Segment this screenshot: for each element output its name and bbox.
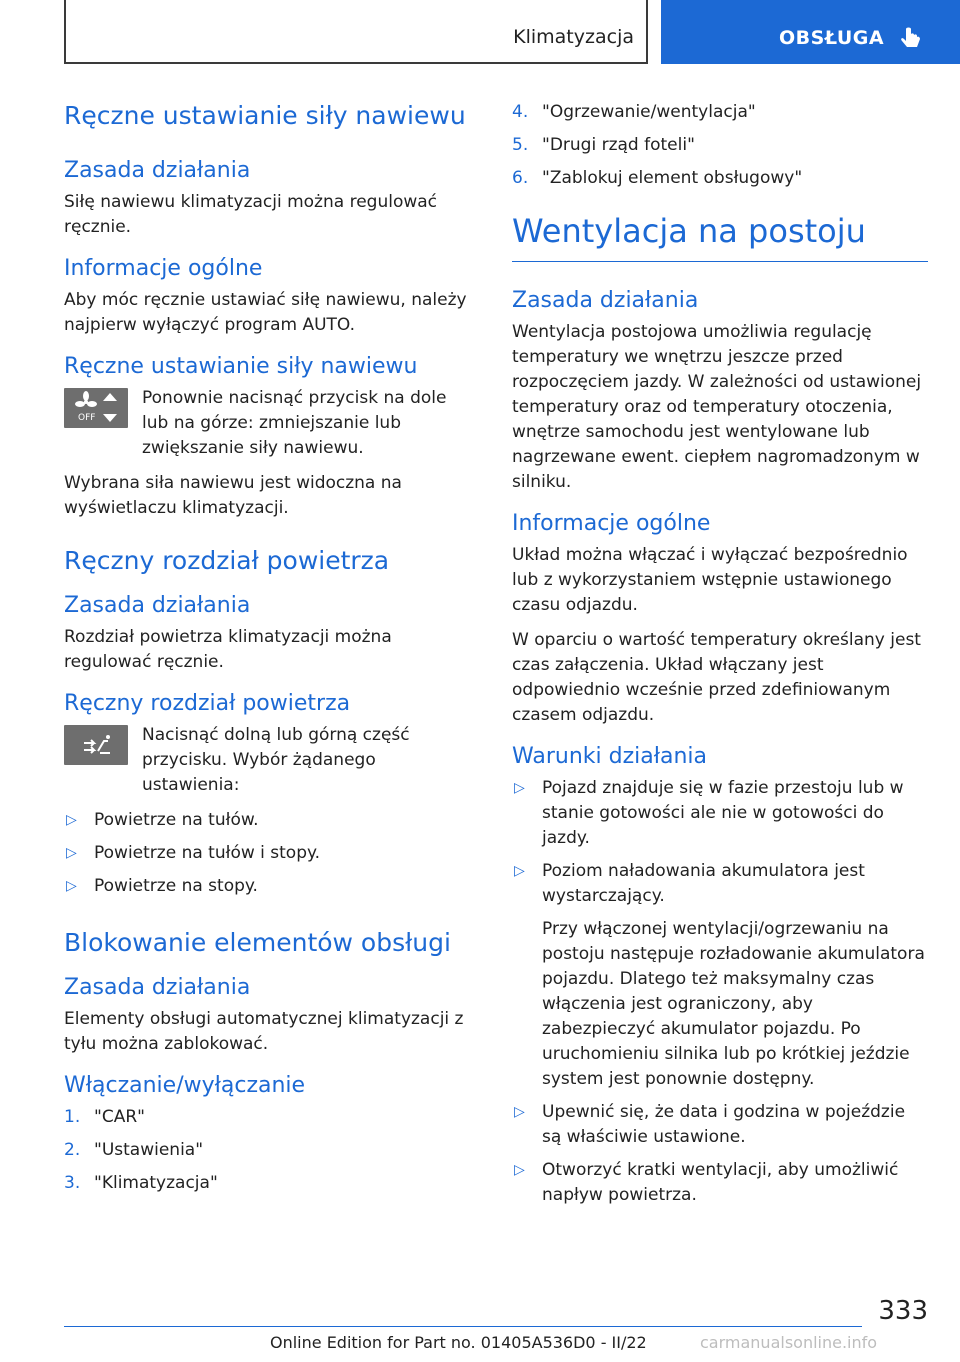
- subheading-manual-air-distribution: Ręczny rozdział powietrza: [64, 691, 351, 716]
- subheading-principle: Zasada działania: [64, 975, 251, 1000]
- list-item: ▷ Otworzyć kratki wentylacji, aby umożliwić napływ powietrza.: [514, 1160, 899, 1205]
- bullet-triangle-icon: ▷: [514, 1162, 525, 1178]
- header-section-box: [64, 0, 648, 64]
- off-label: OFF: [78, 413, 96, 423]
- air-distribution-button-image: [64, 725, 128, 765]
- list-item-note: Przy włączonej wentylacji/ogrzewaniu na postoju następuje rozładowanie akumulatora pojazdu. Dlatego też maksymalny czas włączenia jest ograniczony, aby zabezpieczyć akumulator pojazdu. Po uruchomieniu silnika lub po krótkiej jeździe system jest ponownie dostępny.: [542, 919, 925, 1089]
- subheading-general-info: Informacje ogólne: [512, 511, 711, 536]
- fan-button-image: [64, 388, 128, 428]
- bullet-triangle-icon: ▷: [514, 1104, 525, 1120]
- list-item: 5. "Drugi rząd foteli": [512, 135, 695, 155]
- subheading-principle: Zasada działania: [64, 593, 251, 618]
- air-distribution-options: [64, 808, 474, 899]
- subheading-general-info: Informacje ogólne: [64, 256, 263, 281]
- list-item: ▷ Poziom naładowania akumulatora jest wystarczający. Przy włączonej wentylacji/ogrzewaniu na postoju następuje rozładowanie akumulatora pojazdu. Dlatego też maksymalny czas włączenia jest ograniczony, aby zabezpieczyć akumulator pojazdu. Po uruchomieniu silnika lub po krótkiej jeździe system jest ponownie dostępny.: [512, 859, 928, 1092]
- bullet-triangle-icon: ▷: [514, 863, 525, 879]
- header-chapter-title: OBSŁUGA: [779, 27, 885, 49]
- icon-description: Ponownie nacisnąć przycisk na dole lub na górze: zmniejszanie lub zwiększanie siły nawiewu.: [142, 388, 447, 458]
- fan-button-block: [64, 386, 474, 461]
- bullet-triangle-icon: ▷: [66, 845, 77, 861]
- bullet-triangle-icon: ▷: [514, 780, 525, 796]
- pointing-hand-icon: [899, 26, 923, 52]
- paragraph: Układ można włączać i wyłączać bezpośrednio lub z wykorzystaniem wstępnie ustawionego czasu odjazdu.: [512, 545, 908, 615]
- paragraph: Siłę nawiewu klimatyzacji można regulować ręcznie.: [64, 192, 438, 237]
- paragraph: Rozdział powietrza klimatyzacji można regulować ręcznie.: [64, 627, 392, 672]
- icon-description: Nacisnąć dolną lub górną część przycisku. Wybór żądanego ustawienia:: [142, 725, 410, 795]
- subheading-principle: Zasada działania: [512, 288, 699, 313]
- list-item: 2. "Ustawienia": [64, 1140, 204, 1160]
- steps-list: [64, 1105, 474, 1196]
- header-section-title: Klimatyzacja: [513, 26, 634, 48]
- paragraph: Aby móc ręcznie ustawiać siłę nawiewu, należy najpierw wyłączyć program AUTO.: [64, 290, 467, 335]
- left-column: [64, 100, 474, 1204]
- list-item: ▷ Powietrze na tułów.: [64, 808, 474, 833]
- list-item: ▷ Upewnić się, że data i godzina w pojeździe są właściwie ustawione.: [514, 1102, 906, 1147]
- bullet-triangle-icon: ▷: [66, 812, 77, 828]
- conditions-list: [512, 776, 928, 1208]
- heading-parking-ventilation: Wentylacja na postoju: [512, 209, 928, 262]
- paragraph: Wentylacja postojowa umożliwia regulację temperatury we wnętrzu jeszcze przed rozpoczęciem jazdy. W zależności od ustawionej temperatury oraz od temperatury otoczenia, wnętrze samochodu jest wentylowane lub nagrzewane ewent. ciepłem nagromadzonym w silniku.: [512, 322, 922, 492]
- paragraph: W oparciu o wartość temperatury określany jest czas załączenia. Układ włączany jest odpowiednio wcześnie przed zdefiniowanym czasem odjazdu.: [512, 630, 921, 725]
- heading-air-distribution: Ręczny rozdział powietrza: [64, 546, 390, 575]
- steps-list-continued: [512, 100, 928, 191]
- bullet-triangle-icon: ▷: [66, 878, 77, 894]
- heading-control-lock: Blokowanie elementów obsługi: [64, 928, 451, 957]
- heading-manual-fan: Ręczne ustawianie siły nawiewu: [64, 101, 466, 130]
- paragraph: Elementy obsługi automatycznej klimatyzacji z tyłu można zablokować.: [64, 1009, 464, 1054]
- edition-info: Online Edition for Part no. 01405A536D0 - II/22: [270, 1333, 647, 1352]
- watermark: carmanualsonline.info: [700, 1333, 878, 1352]
- subheading-conditions: Warunki działania: [512, 744, 707, 769]
- list-item: ▷ Powietrze na stopy.: [64, 874, 474, 899]
- list-item: 1. "CAR": [64, 1107, 145, 1127]
- header-chapter-tab: [661, 0, 960, 64]
- list-item: 6. "Zablokuj element obsługowy": [512, 168, 803, 188]
- subheading-on-off: Włączanie/wyłączanie: [64, 1073, 306, 1098]
- list-item: 4. "Ogrzewanie/wentylacja": [512, 102, 756, 122]
- page-number: 333: [878, 1296, 928, 1326]
- air-distribution-button-block: [64, 723, 474, 798]
- subheading-manual-fan-setting: Ręczne ustawianie siły nawiewu: [64, 354, 418, 379]
- list-item: ▷ Pojazd znajduje się w fazie przestoju lub w stanie gotowości ale nie w gotowości do jazdy.: [514, 778, 904, 848]
- footer-divider: [64, 1326, 862, 1327]
- right-column: [512, 100, 928, 1216]
- subheading-principle: Zasada działania: [64, 158, 251, 183]
- air-distribution-icon: [64, 725, 128, 765]
- list-item: ▷ Powietrze na tułów i stopy.: [64, 841, 474, 866]
- list-item: 3. "Klimatyzacja": [64, 1173, 218, 1193]
- paragraph: Wybrana siła nawiewu jest widoczna na wyświetlaczu klimatyzacji.: [64, 473, 402, 518]
